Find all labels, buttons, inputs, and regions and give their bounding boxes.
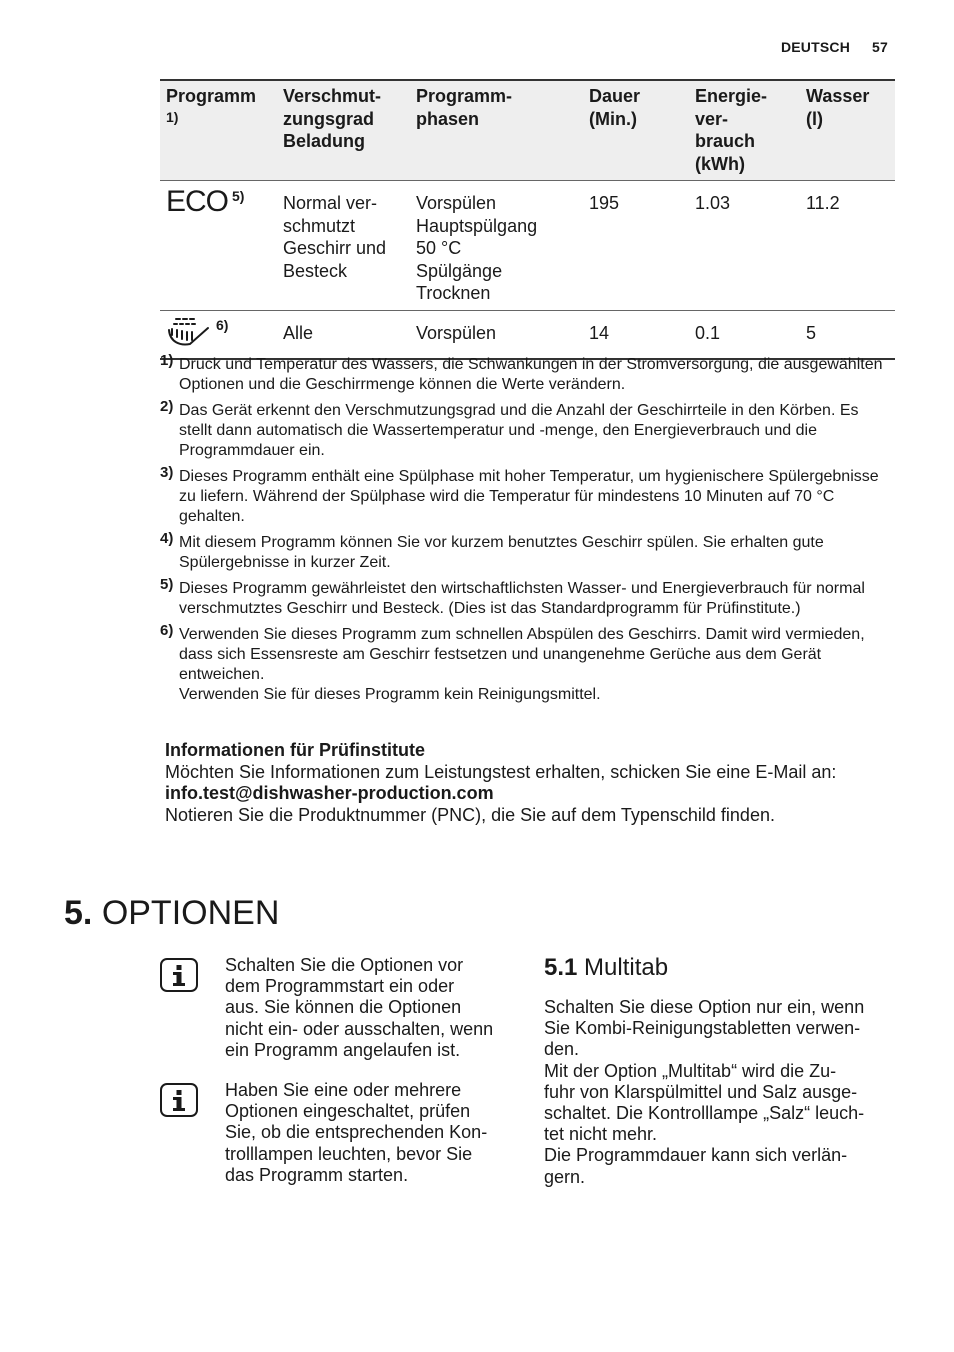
col-header-program: Programm 1) (160, 80, 277, 181)
footnote: 6) Verwenden Sie dieses Programm zum schnellen Abspülen des Geschirrs. Damit wird vermieden, dass sich Essensreste am Geschirr festsetzen und unangenehme Gerüche aus dem Gerät entweichen. Verwenden Sie für dieses Programm kein Reinigungsmittel. (160, 622, 865, 703)
header-language: DEUTSCH (780, 39, 851, 55)
footnote: 5) Dieses Programm gewährleistet den wirtschaftlichsten Wasser- und Energieverbrauch für normal verschmutztes Geschirr und Besteck. (Dies ist das Standardprogramm für Prüfinstitute.) (160, 576, 865, 617)
info-note (160, 955, 520, 1061)
col-header-duration: Dauer (Min.) (583, 80, 689, 181)
cell-energy: 1.03 (689, 181, 800, 311)
info-icon (160, 958, 198, 992)
cell-program: ECO $^{5)}$ (160, 181, 277, 311)
cell-duration: 195 (583, 181, 689, 311)
program-table (160, 79, 895, 360)
footnotes (160, 352, 890, 711)
cell-soil: Alle (277, 310, 410, 359)
table-row (160, 310, 895, 359)
cell-water: 5 (800, 310, 895, 359)
rinse-and-hold-icon (166, 316, 212, 348)
cell-water: 11.2 (800, 181, 895, 311)
page-header (781, 39, 888, 55)
subsection-text: Schalten Sie diese Option nur ein, wenn Sie Kombi-Reinigungstabletten verwen- den. Mit der Option „Multitab“ wird die Zu- fuhr von Klarspülmittel und Salz ausge- schaltet. Die Kontrolllampe „Salz“ leuch- tet nicht mehr. Die Programmdauer kann sich verlän- gern. (544, 997, 865, 1187)
footnote: 4) Mit diesem Programm können Sie vor kurzem benutztes Geschirr spülen. Sie erhalten gute Spülergebnisse in kurzer Zeit. (160, 530, 824, 571)
info-line: Möchten Sie Informationen zum Leistungstest erhalten, schicken Sie eine E-Mail an: (165, 761, 837, 782)
info-icon (160, 1083, 198, 1117)
cell-duration: 14 (583, 310, 689, 359)
info-note (160, 1080, 520, 1186)
footnote: 3) Dieses Programm enthält eine Spülphase mit hoher Temperatur, um hygienischere Spülergebnisse zu liefern. Während der Spülphase wird die Temperatur für mindestens 10 Minuten auf 70 °C gehalten. (160, 464, 879, 525)
info-title: Informationen für Prüfinstitute (165, 740, 425, 760)
subsection-title: 5.1 Multitab (544, 954, 669, 981)
table-header-row (160, 80, 895, 181)
test-institute-info (165, 740, 895, 826)
cell-phases: Vorspülen Hauptspülgang 50 °C Spülgänge Trocknen (410, 181, 583, 311)
page-number: 57 (872, 39, 888, 55)
subsection-multitab (544, 953, 899, 1188)
cell-phases: Vorspülen (410, 310, 583, 359)
footnote: 2) Das Gerät erkennt den Verschmutzungsgrad und die Anzahl der Geschirrteile in den Körben. Es stellt dann automatisch die Wassertemperatur und -menge, den Energieverbrauch und die Programmdauer ein. (160, 398, 859, 459)
cell-energy: 0.1 (689, 310, 800, 359)
note-text: Schalten Sie die Optionen vor dem Programmstart ein oder aus. Sie können die Optionen nicht ein- oder ausschalten, wenn ein Programm angelaufen ist. (225, 955, 494, 1060)
table-row (160, 181, 895, 311)
col-header-soil: Verschmut- zungsgrad Beladung (277, 80, 410, 181)
footnote: 1) Druck und Temperatur des Wassers, die Schwankungen in der Stromversorgung, die ausgewählten Optionen und die Geschirrmenge können die Werte verändern. (160, 352, 883, 393)
section-title: 5. OPTIONEN (64, 894, 280, 932)
col-header-energy: Energie- ver- brauch (kWh) (689, 80, 800, 181)
col-header-water: Wasser (l) (800, 80, 895, 181)
info-line: Notieren Sie die Produktnummer (PNC), die Sie auf dem Typenschild finden. (165, 804, 775, 825)
info-email[interactable]: info.test@dishwasher-production.com (165, 783, 494, 803)
note-text: Haben Sie eine oder mehrere Optionen eingeschaltet, prüfen Sie, ob die entsprechenden Kon- trolllampen leuchten, bevor Sie das Programm starten. (225, 1080, 488, 1185)
cell-program: 6) (160, 310, 277, 359)
col-header-phases: Programm- phasen (410, 80, 583, 181)
eco-program-symbol: ECO (166, 185, 229, 218)
cell-soil: Normal ver- schmutzt Geschirr und Besteck (277, 181, 410, 311)
